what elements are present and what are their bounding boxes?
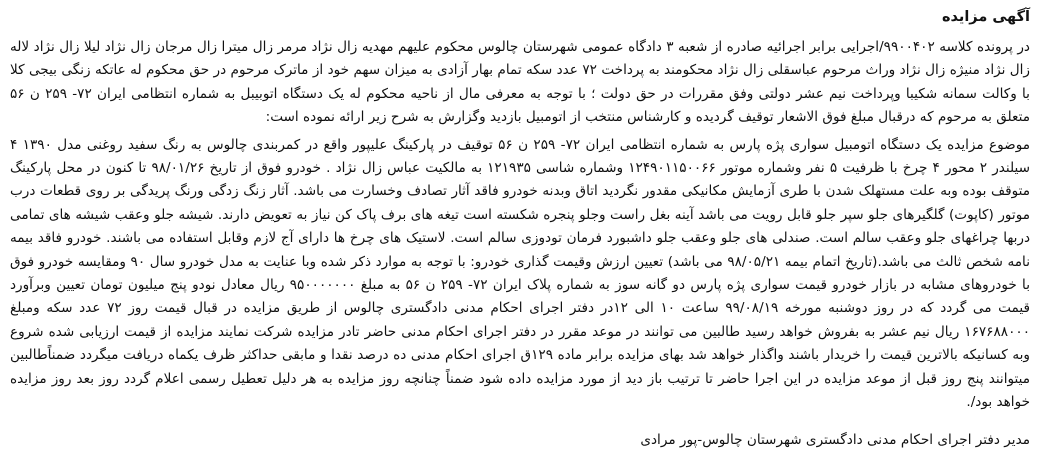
auction-details-paragraph: موضوع مزایده یک دستگاه اتومبیل سواری پژه پارس به شماره انتظامی ایران ۷۲- ۲۵۹ ن ۵۶ توقیف در پارکینگ علیپور واقع در کمربندی چالوس به رنگ سفید روغنی مدل ۱۳۹۰ ۴ سیلندر ۲ محور ۴ چرخ با ظرفیت ۵ نفر وشماره موتور ۱۲۴۹۰۱۱۵۰۰۶۶ وشماره شاسی ۱۲۱۹۳۵ به مالکیت عباس زال نژاد . خودرو فوق از تاریخ ۹۸/۰۱/۲۶ تا کنون در محل پارکینگ متوقف بوده وبه علت مستهلک شدن با طری آزمایش مکانیکی مقدور نگردید اتاق وبدنه خودرو فاقد آثار تصادف وخسارت می باشد. آثار زنگ زدگی ورنگ پریدگی بر روی قطعات درب موتور (کاپوت) گلگیرهای جلو سپر جلو قابل رویت می باشد آینه بغل راست وجلو پنجره شکسته است تیغه های برف پاک کن نیاز به تعویض دارند. شیشه جلو وعقب شیشه های تمامی دربها چراغهای جلو وعقب سالم است. صندلی های جلو وعقب جلو داشبورد فرمان تودوزی سالم است. لاستیک های چرخ ها دارای آج لازم وقابل استفاده می باشند. خودرو فاقد بیمه نامه شخص ثالث می باشد.(تاریخ اتمام بیمه ۹۸/۰۵/۲۱ می باشد) تعیین ارزش وقیمت گذاری خودرو: با توجه به موارد ذکر شده وبا عنایت به مدل خودرو سال ۹۰ ومقایسه خودرو فوق با خودروهای مشابه در بازار خودرو قیمت سواری پژه پارس دو گانه سوز به شماره پلاک ایران ۷۲- ۲۵۹ ن ۵۶ به مبلغ ۹۵۰۰۰۰۰۰۰ ریال معادل نودو پنج میلیون تومان تعیین وبرآورد قیمت می گردد که در روز دوشنبه مورخه ۹۹/۰۸/۱۹ ساعت ۱۰ الی ۱۲در دفتر اجرای احکام مدنی دادگستری چالوس از طریق مزایده در قبال قیمت روز ۷۲ عدد سکه ومبلغ ۱۶۷۶۸۸۰۰۰ ریال نیم عشر به بفروش خواهد رسید طالبین می توانند در موعد مقرر در دفتر اجرای احکام مدنی حاضر تادر مزایده شرکت نمایند مزایده از قیمت ارزیابی شده شروع وبه کسانیکه بالاترین قیمت را خریدار باشند واگذار خواهد شد بهای مزایده برابر ماده ۱۲۹ق اجرای احکام مدنی ده درصد نقدا و مابقی حداکثر ظرف یکماه دریافت میگردد ضمناًطالبین میتوانند پنج روز قبل از موعد مزایده در این اجرا حاضر تا ترتیب باز دید از مورد مزایده داده شود ضمناً چنانچه روز مزایده به هر دلیل تعطیل رسمی اعلام گردد روز بعد روز مزایده خواهد بود/. (10, 136, 1030, 411)
signature-line: مدیر دفتر اجرای احکام مدنی دادگستری شهرستان چالوس-پور مرادی (640, 431, 1030, 448)
notice-title: آگهی مزایده (941, 9, 1030, 25)
case-paragraph: در پرونده کلاسه ۹۹۰۰۴۰۲/اجرایی برابر اجرائیه صادره از شعبه ۳ دادگاه عمومی شهرستان چالوس محکوم علیهم مهدیه زال نژاد مرمر زال میترا زال مرجان زال نژاد لیلا زال نژاد لاله زال نژاد منیژه زال نژاد وراث مرحوم عباسقلی زال نژاد محکومند به پرداخت ۷۲ عدد سکه تمام بهار آزادی به میزان سهم خود از ماترک مرحوم در حق محکوم له عاتکه زنگی بیجی کلا با وکالت سمانه شکیبا وپرداخت نیم عشر دولتی وفق مقررات در حق دولت ؛ با توجه به معرفی مال از ناحیه محکوم له یک دستگاه اتوبیبل به شماره انتظامی ایران ۷۲- ۲۵۹ ن ۵۶ متعلق به مرحوم که درقبال مبلغ فوق الاشعار توقیف گردیده و کارشناس منتخب از اتومبیل بازدید وگزارش به شرح زیر ارائه نموده است: (10, 39, 1030, 126)
